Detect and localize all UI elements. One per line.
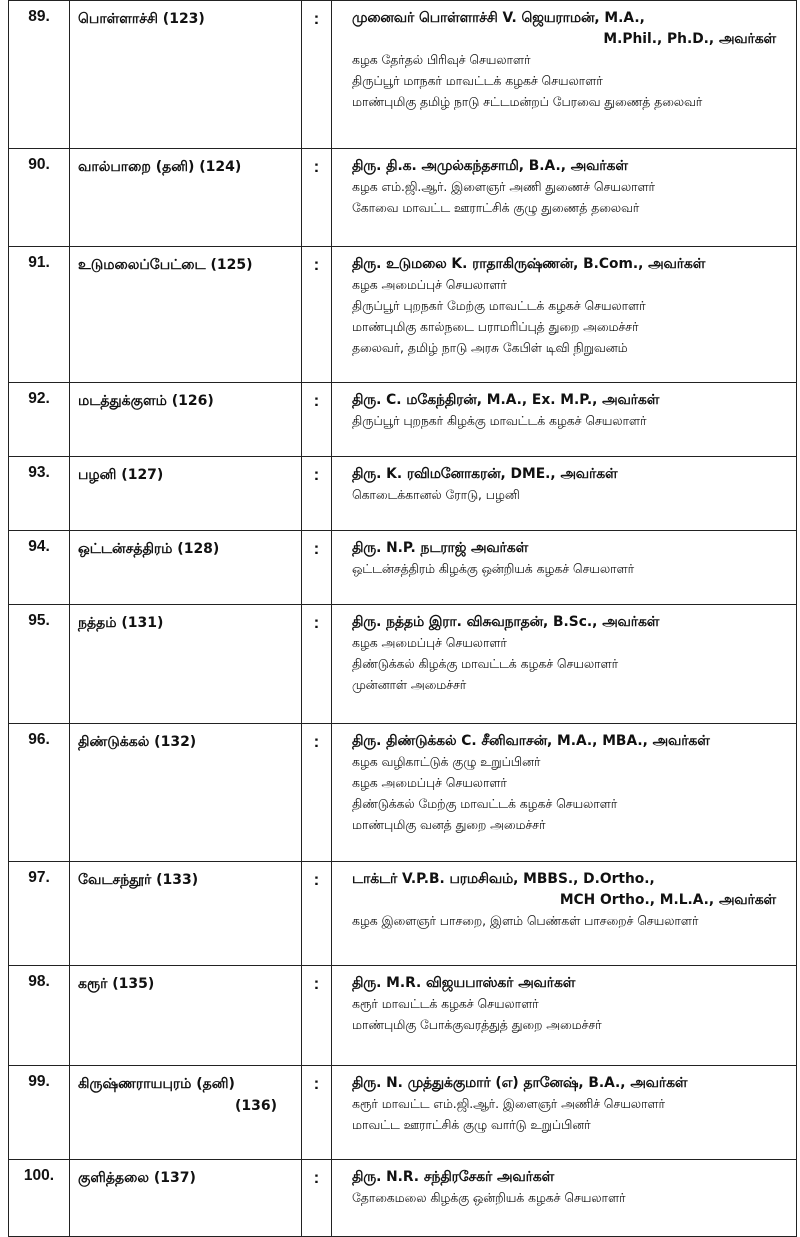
separator-colon: : — [302, 247, 332, 383]
constituency-name: வேடசந்தூர் (133) — [78, 872, 199, 888]
separator-colon: : — [302, 724, 332, 862]
candidate-role: முன்னாள் அமைச்சர் — [352, 678, 467, 692]
candidate-name: திரு. N. முத்துக்குமார் (எ) தானேஷ், B.A., அவர்கள் — [352, 1075, 688, 1091]
serial-number: 95. — [9, 605, 70, 724]
candidate-role: திருப்பூர் மாநகர் மாவட்டக் கழகச் செயலாளர் — [352, 74, 603, 88]
candidate-name: முனைவர் பொள்ளாச்சி V. ஜெயராமன், M.A., — [352, 10, 645, 26]
table-row — [9, 724, 797, 862]
candidate-role: கரூர் மாவட்டக் கழகச் செயலாளர் — [352, 997, 539, 1011]
constituency-cell — [70, 1066, 302, 1160]
serial-number: 91. — [9, 247, 70, 383]
candidate-role: கழக இளைஞர் பாசறை, இளம் பெண்கள் பாசறைச் செயலாளர் — [352, 914, 699, 928]
candidate-cell — [332, 1, 797, 149]
candidate-role: கழக தேர்தல் பிரிவுச் செயலாளர் — [352, 53, 531, 67]
candidate-name: திரு. C. மகேந்திரன், M.A., Ex. M.P., அவர்கள் — [352, 392, 660, 408]
candidate-role: திண்டுக்கல் மேற்கு மாவட்டக் கழகச் செயலாளர் — [352, 797, 618, 811]
separator-colon: : — [302, 457, 332, 531]
serial-number: 92. — [9, 383, 70, 457]
separator-colon: : — [302, 383, 332, 457]
serial-number: 96. — [9, 724, 70, 862]
constituency-cell — [70, 724, 302, 862]
candidate-name: திரு. K. ரவிமனோகரன், DME., அவர்கள் — [352, 466, 618, 482]
candidate-role: கழக வழிகாட்டுக் குழு உறுப்பினர் — [352, 755, 541, 769]
constituency-name: உடுமலைப்பேட்டை (125) — [78, 257, 253, 273]
table-row — [9, 531, 797, 605]
candidate-role: கொடைக்கானல் ரோடு, பழனி — [352, 488, 520, 502]
table-row — [9, 862, 797, 966]
separator-colon: : — [302, 966, 332, 1066]
table-row — [9, 1066, 797, 1160]
candidate-role: மாண்புமிகு போக்குவரத்துத் துறை அமைச்சர் — [352, 1018, 602, 1032]
constituency-cell — [70, 1160, 302, 1237]
candidate-role: திருப்பூர் புறநகர் கிழக்கு மாவட்டக் கழகச் செயலாளர் — [352, 414, 647, 428]
candidate-cell — [332, 457, 797, 531]
constituency-name: பழனி (127) — [78, 467, 164, 483]
candidate-role: திண்டுக்கல் கிழக்கு மாவட்டக் கழகச் செயலாளர் — [352, 657, 619, 671]
candidate-cell — [332, 724, 797, 862]
serial-number: 100. — [9, 1160, 70, 1237]
constituency-cell — [70, 149, 302, 247]
separator-colon: : — [302, 531, 332, 605]
constituency-name: பொள்ளாச்சி (123) — [78, 11, 205, 27]
candidate-cell — [332, 1160, 797, 1237]
table-row — [9, 149, 797, 247]
constituency-name: கிருஷ்ணராயபுரம் (தனி) — [78, 1076, 235, 1092]
constituency-name: கரூர் (135) — [78, 976, 155, 992]
separator-colon: : — [302, 1160, 332, 1237]
candidate-list-table — [8, 0, 797, 1237]
candidate-role: மாண்புமிகு வனத் துறை அமைச்சர் — [352, 818, 546, 832]
constituency-cell — [70, 531, 302, 605]
constituency-name: வால்பாறை (தனி) (124) — [78, 159, 242, 175]
candidate-cell — [332, 1066, 797, 1160]
candidate-name: டாக்டர் V.P.B. பரமசிவம், MBBS., D.Ortho., — [352, 871, 655, 887]
separator-colon: : — [302, 1066, 332, 1160]
constituency-cell — [70, 457, 302, 531]
table-row — [9, 247, 797, 383]
candidate-name: திரு. தி.க. அமுல்கந்தசாமி, B.A., அவர்கள் — [352, 158, 628, 174]
constituency-cell — [70, 383, 302, 457]
serial-number: 89. — [9, 1, 70, 149]
separator-colon: : — [302, 149, 332, 247]
constituency-cell — [70, 247, 302, 383]
candidate-role: கழக அமைப்புச் செயலாளர் — [352, 278, 507, 292]
candidate-name: திரு. N.R. சந்திரசேகர் அவர்கள் — [352, 1169, 555, 1185]
candidate-cell — [332, 862, 797, 966]
constituency-name: குளித்தலை (137) — [78, 1170, 196, 1186]
candidate-role: கழக அமைப்புச் செயலாளர் — [352, 776, 507, 790]
table-row — [9, 457, 797, 531]
candidate-cell — [332, 247, 797, 383]
separator-colon: : — [302, 605, 332, 724]
candidate-role: கழக எம்.ஜி.ஆர். இளைஞர் அணி துணைச் செயலாளர் — [352, 180, 655, 194]
table-row — [9, 383, 797, 457]
table-row — [9, 966, 797, 1066]
candidate-role: திருப்பூர் புறநகர் மேற்கு மாவட்டக் கழகச் செயலாளர் — [352, 299, 646, 313]
candidate-role: மாவட்ட ஊராட்சிக் குழு வார்டு உறுப்பினர் — [352, 1118, 591, 1132]
constituency-cell — [70, 966, 302, 1066]
constituency-name: மடத்துக்குளம் (126) — [78, 393, 214, 409]
separator-colon: : — [302, 1, 332, 149]
constituency-name: ஒட்டன்சத்திரம் (128) — [78, 541, 220, 557]
serial-number: 94. — [9, 531, 70, 605]
candidate-cell — [332, 149, 797, 247]
serial-number: 98. — [9, 966, 70, 1066]
candidate-name: திரு. N.P. நடராஜ் அவர்கள் — [352, 540, 529, 556]
candidate-role: கரூர் மாவட்ட எம்.ஜி.ஆர். இளைஞர் அணிச் செயலாளர் — [352, 1097, 665, 1111]
constituency-number-continued: (136) — [234, 1098, 277, 1114]
candidate-name: திரு. திண்டுக்கல் C. சீனிவாசன், M.A., MBA., அவர்கள் — [352, 733, 710, 749]
candidate-role: மாண்புமிகு தமிழ் நாடு சட்டமன்றப் பேரவை துணைத் தலைவர் — [352, 95, 703, 109]
constituency-name: நத்தம் (131) — [78, 615, 164, 631]
candidate-role: ஒட்டன்சத்திரம் கிழக்கு ஒன்றியக் கழகச் செயலாளர் — [352, 562, 634, 576]
candidate-name: திரு. உடுமலை K. ராதாகிருஷ்ணன், B.Com., அவர்கள் — [352, 256, 706, 272]
candidate-role: மாண்புமிகு கால்நடை பராமரிப்புத் துறை அமைச்சர் — [352, 320, 639, 334]
serial-number: 90. — [9, 149, 70, 247]
constituency-cell — [70, 605, 302, 724]
candidate-name-continued: M.Phil., Ph.D., அவர்கள் — [603, 31, 776, 47]
constituency-cell — [70, 862, 302, 966]
constituency-name: திண்டுக்கல் (132) — [78, 734, 197, 750]
candidate-name: திரு. நத்தம் இரா. விசுவநாதன், B.Sc., அவர்கள் — [352, 614, 660, 630]
candidate-role: கோவை மாவட்ட ஊராட்சிக் குழு துணைத் தலைவர் — [352, 201, 640, 215]
serial-number: 99. — [9, 1066, 70, 1160]
table-row — [9, 1, 797, 149]
candidate-role: தோகைமலை கிழக்கு ஒன்றியக் கழகச் செயலாளர் — [352, 1191, 626, 1205]
candidate-cell — [332, 966, 797, 1066]
candidate-cell — [332, 383, 797, 457]
serial-number: 97. — [9, 862, 70, 966]
table-row — [9, 605, 797, 724]
table-row — [9, 1160, 797, 1237]
separator-colon: : — [302, 862, 332, 966]
candidate-cell — [332, 531, 797, 605]
candidate-cell — [332, 605, 797, 724]
serial-number: 93. — [9, 457, 70, 531]
candidate-name-continued: MCH Ortho., M.L.A., அவர்கள் — [559, 892, 776, 908]
candidate-role: தலைவர், தமிழ் நாடு அரசு கேபிள் டிவி நிறுவனம் — [352, 341, 628, 355]
candidate-name: திரு. M.R. விஜயபாஸ்கர் அவர்கள் — [352, 975, 576, 991]
constituency-cell — [70, 1, 302, 149]
candidate-role: கழக அமைப்புச் செயலாளர் — [352, 636, 507, 650]
